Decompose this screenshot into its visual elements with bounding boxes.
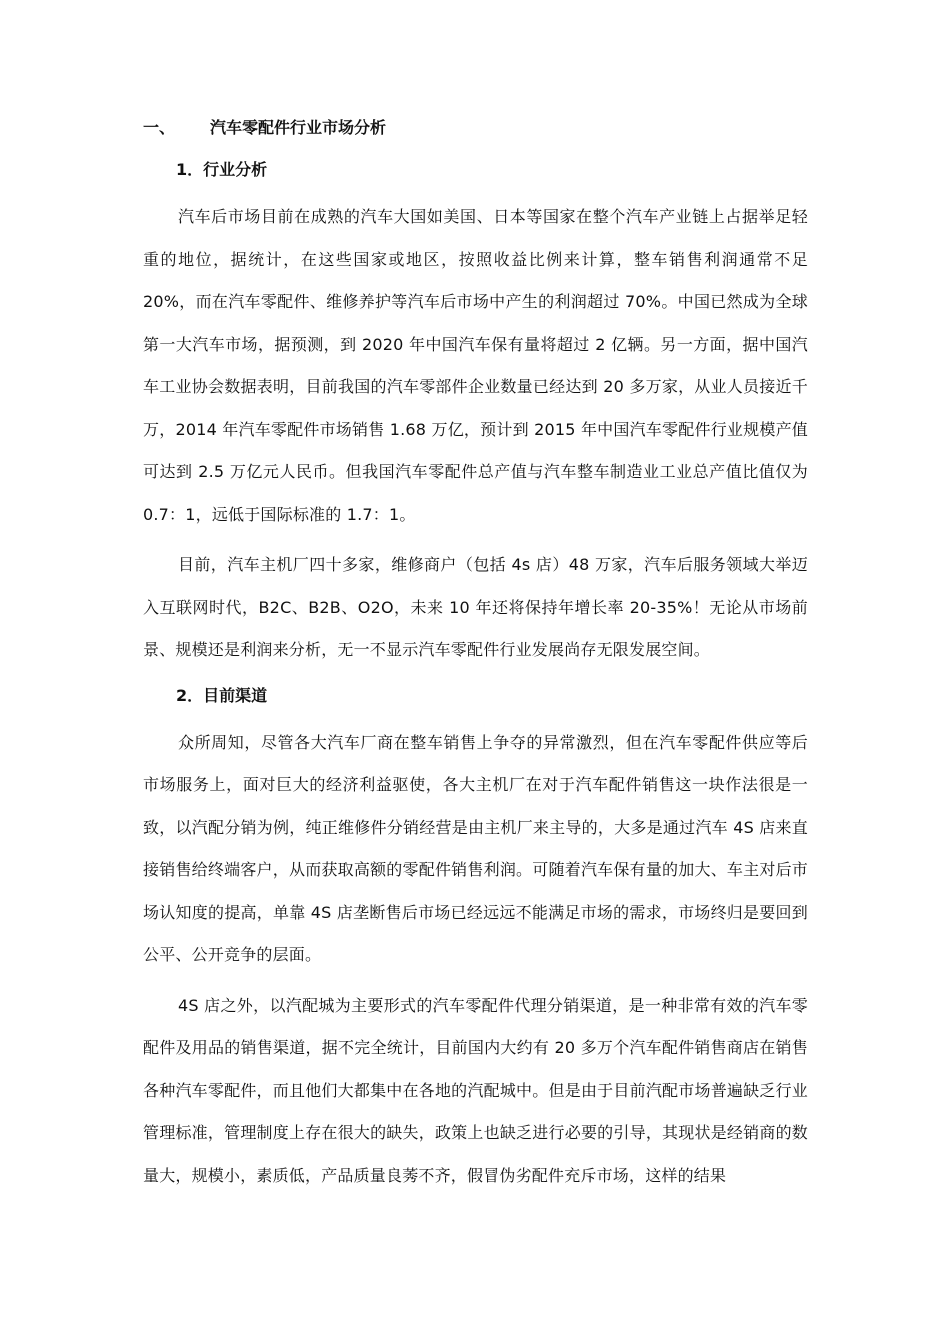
paragraph: 目前，汽车主机厂四十多家，维修商户（包括 4s 店）48 万家，汽车后服务领域大举迈入互联网时代，B2C、B2B、O2O，未来 10 年还将保持年增长率 20-35%！无论从市场前景、规模还是利润来分析，无一不显示汽车零配件行业发展尚存无限发展空间。 xyxy=(143,555,808,659)
paragraph: 汽车后市场目前在成熟的汽车大国如美国、日本等国家在整个汽车产业链上占据举足轻重的地位，据统计，在这些国家或地区，按照收益比例来计算，整车销售利润通常不足20%，而在汽车零配件、维修养护等汽车后市场中产生的利润超过 70%。中国已然成为全球第一大汽车市场，据预测，到 2020 年中国汽车保有量将超过 2 亿辆。另一方面，据中国汽车工业协会数据表明，目前我国的汽车零部件企业数量已经达到 20 多万家，从业人员接近千万，2014 年汽车零配件市场销售 1.68 万亿，预计到 2015 年中国汽车零配件行业规模产值可达到 2.5 万亿元人民币。但我国汽车零配件总产值与汽车整车制造业工业总产值比值仅为 0.7：1，远低于国际标准的 1.7：1。 xyxy=(143,207,808,524)
section-number: 一、 xyxy=(143,118,176,137)
paragraph: 众所周知，尽管各大汽车厂商在整车销售上争夺的异常激烈，但在汽车零配件供应等后市场服务上，面对巨大的经济利益驱使，各大主机厂在对于汽车配件销售这一块作法很是一致，以汽配分销为例，纯正维修件分销经营是由主机厂来主导的，大多是通过汽车 4S 店来直接销售给终端客户，从而获取高额的零配件销售利润。可随着汽车保有量的加大、车主对后市场认知度的提高，单靠 4S 店垄断售后市场已经远远不能满足市场的需求，市场终归是要回到公平、公开竞争的层面。 xyxy=(143,732,808,964)
subsection-heading-industry-analysis: 1．行业分析 xyxy=(176,160,268,179)
section-title: 汽车零配件行业市场分析 xyxy=(210,118,387,137)
subsection-heading-current-channels: 2．目前渠道 xyxy=(176,685,268,705)
section-heading xyxy=(143,112,808,144)
document-body xyxy=(143,112,808,1205)
paragraph: 4S 店之外，以汽配城为主要形式的汽车零配件代理分销渠道，是一种非常有效的汽车零配件及用品的销售渠道，据不完全统计，目前国内大约有 20 多万个汽车配件销售商店在销售各种汽车零配件，而且他们大都集中在各地的汽配城中。但是由于目前汽配市场普遍缺乏行业管理标准，管理制度上存在很大的缺失，政策上也缺乏进行必要的引导，其现状是经销商的数量大，规模小，素质低，产品质量良莠不齐，假冒伪劣配件充斥市场，这样的结果 xyxy=(143,995,808,1185)
